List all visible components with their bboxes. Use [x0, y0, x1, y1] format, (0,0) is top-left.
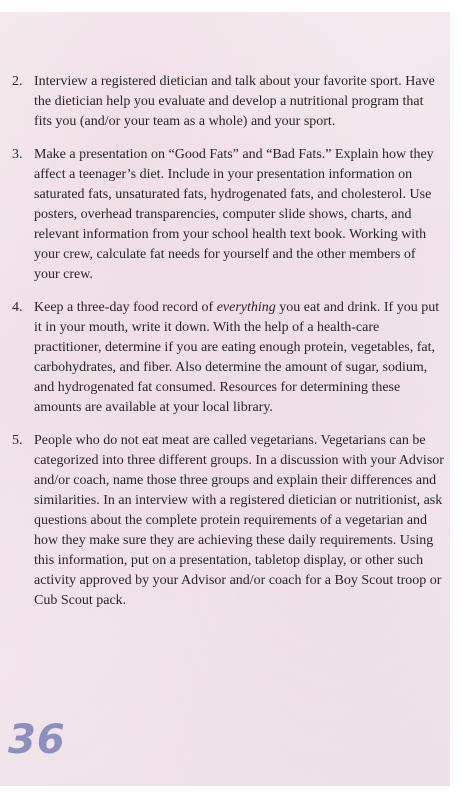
item-number: 3.	[12, 147, 23, 162]
page-background	[0, 12, 450, 786]
list-item-4	[12, 298, 444, 418]
item-number: 4.	[12, 300, 23, 315]
activity-list	[12, 72, 444, 624]
item-number: 5.	[12, 433, 23, 448]
item-text: Interview a registered dietician and talk about your favorite sport. Have the dietician help you evaluate and develop a nutritional program that fits you (and/or your team as a whole) and your sport.	[34, 74, 435, 129]
item-text: People who do not eat meat are called vegetarians. Vegetarians can be categorized into three different groups. In a discussion with your Advisor and/or coach, name those three groups and explain their differences and similarities. In an interview with a registered dietician or nutritionist, ask questions about the complete protein requirements of a vegetarian and how they make sure they are achieving these daily requirements. Using this information, put on a presentation, tabletop display, or other such activity approved by your Advisor and/or coach for a Boy Scout troop or Cub Scout pack.	[34, 433, 444, 608]
list-item-3	[12, 145, 444, 285]
page-number: 36	[8, 717, 66, 763]
item-number: 2.	[12, 74, 23, 89]
list-item-5	[12, 431, 444, 611]
item-text	[34, 300, 439, 415]
item-text-emphasis: everything	[216, 300, 276, 315]
item-text-after: you eat and drink. If you put it in your mouth, write it down. With the help of a health-care practitioner, determine if you are eating enough protein, vegetables, fat, carbohydrates, and fiber. Also determine the amount of sugar, sodium, and hydrogenated fat consumed. Resources for determining these amounts are available at your local library.	[34, 300, 440, 415]
item-text-before: Keep a three-day food record of	[34, 300, 217, 315]
item-text: Make a presentation on “Good Fats” and “Bad Fats.” Explain how they affect a teenager’s diet. Include in your presentation information on saturated fats, unsaturated fats, hydrogenated fats, and cholesterol. Use posters, overhead transparencies, computer slide shows, charts, and relevant information from your school health text book. Working with your crew, calculate fat needs for yourself and the other members of your crew.	[34, 147, 434, 282]
list-item-2	[12, 72, 444, 132]
